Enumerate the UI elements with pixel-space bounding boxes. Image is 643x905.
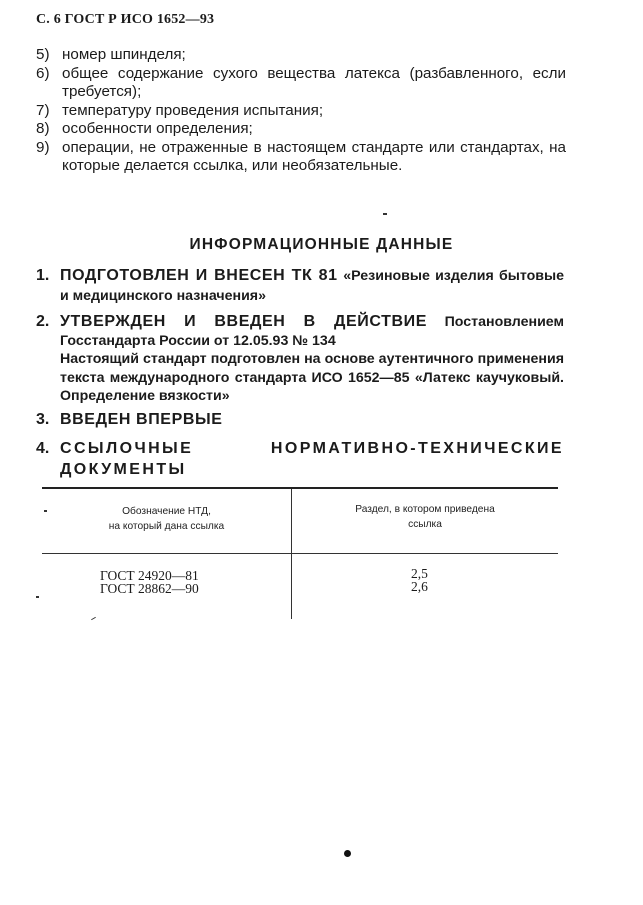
info-item-heading: ВВЕДЕН ВПЕРВЫЕ xyxy=(60,411,223,428)
list-item xyxy=(36,65,566,102)
table-cell-section: 2,6 xyxy=(411,579,428,594)
info-item-4 xyxy=(36,438,564,480)
section-title: ИНФОРМАЦИОННЫЕ ДАННЫЕ xyxy=(189,236,454,253)
list-item-text: общее содержание сухого вещества латекса (разбавленного, если требуется); xyxy=(62,64,566,100)
table-header-rule xyxy=(42,553,558,554)
table-top-rule xyxy=(42,487,558,489)
info-item-heading: УТВЕРЖДЕН И ВВЕДЕН В ДЕЙСТВИЕ xyxy=(60,313,427,330)
scan-speck xyxy=(36,596,39,598)
list-item-text: особенности определения; xyxy=(62,120,253,137)
table-header-document xyxy=(42,504,291,534)
info-item-paragraph: Настоящий стандарт подготовлен на основе аутентичного применения текста международного стандарта ИСО 1652—85 «Латекс каучуковый. Определение вязкости» xyxy=(60,351,564,404)
info-item-3 xyxy=(36,410,564,430)
info-item-body: «Резиновые изделия бытовые и медицинского назначения» xyxy=(60,268,564,304)
info-item-number: 1. xyxy=(36,267,50,284)
list-item xyxy=(36,139,566,176)
list-item-number: 6) xyxy=(36,64,50,82)
list-item xyxy=(36,102,566,121)
info-item-heading: ССЫЛОЧНЫЕ НОРМАТИВНО-ТЕХНИЧЕСКИЕ ДОКУМЕНТЫ xyxy=(60,440,564,478)
table-cell-section: 2,5 xyxy=(411,566,428,581)
list-item-number: 5) xyxy=(36,46,50,63)
scan-speck xyxy=(383,213,387,215)
table-header-line: ссылка xyxy=(408,519,442,530)
info-item-number: 4. xyxy=(36,440,50,457)
info-item-2 xyxy=(36,313,564,406)
list-item-text: температуру проведения испытания; xyxy=(62,101,324,119)
table-header-line: Раздел, в котором приведена xyxy=(355,504,495,515)
table-header-line: Обозначение НТД, xyxy=(122,506,211,517)
table-header-section xyxy=(292,502,558,532)
list-item xyxy=(36,46,566,65)
report-requirements-list xyxy=(36,46,566,176)
table-cell-document: ГОСТ 28862—90 xyxy=(100,581,199,596)
list-item-text: номер шпинделя; xyxy=(62,46,186,63)
list-item-text: операции, не отраженные в настоящем стандарте или стандартах, на которые делается ссылка, или необязательные. xyxy=(62,138,566,174)
info-item-number: 3. xyxy=(36,411,50,428)
table-cell-document: ГОСТ 24920—81 xyxy=(100,568,199,583)
info-item-1 xyxy=(36,266,564,306)
list-item xyxy=(36,120,566,139)
scan-speck xyxy=(44,510,47,512)
list-item-number: 8) xyxy=(36,120,50,137)
list-item-number: 7) xyxy=(36,101,50,119)
info-item-number: 2. xyxy=(36,313,50,330)
table-header-line: на который дана ссылка xyxy=(108,521,225,532)
info-item-heading: ПОДГОТОВЛЕН И ВНЕСЕН ТК 81 xyxy=(60,267,338,284)
scan-dot xyxy=(344,850,351,857)
list-item-number: 9) xyxy=(36,138,50,156)
info-item-body: Постановлением Госстандарта России от 12.05.93 № 134 xyxy=(60,314,564,349)
page-header: С. 6 ГОСТ Р ИСО 1652—93 xyxy=(36,12,215,27)
scan-speck xyxy=(91,617,96,620)
